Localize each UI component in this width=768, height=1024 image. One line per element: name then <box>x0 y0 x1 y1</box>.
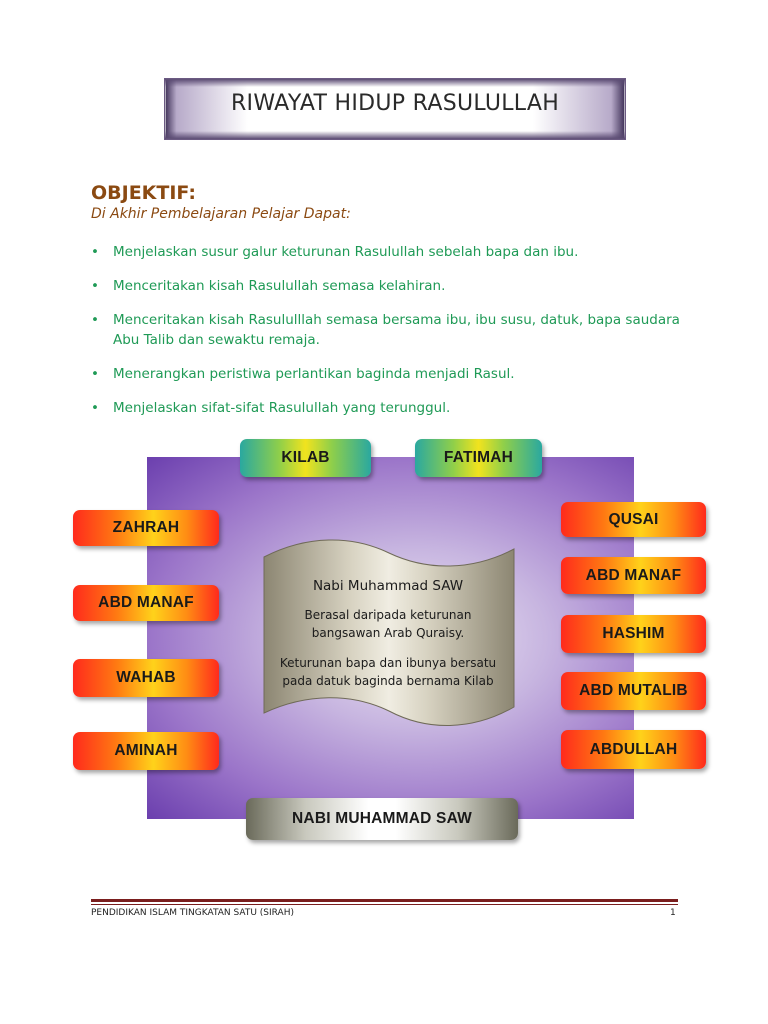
scroll-line-2a: Keturunan bapa dan ibunya bersatu <box>279 656 497 670</box>
box-qusai: QUSAI <box>561 502 706 537</box>
box-abdullah: ABDULLAH <box>561 730 706 769</box>
box-abd-manaf-left: ABD MANAF <box>73 585 219 621</box>
footer-divider <box>91 899 678 902</box>
scroll-title: Nabi Muhammad SAW <box>312 578 464 594</box>
objective-item-text: Menceritakan kisah Rasulullah semasa kelahiran. <box>113 278 446 294</box>
objective-item-text: Menjelaskan susur galur keturunan Rasulullah sebelah bapa dan ibu. <box>113 244 579 260</box>
objective-item <box>91 276 691 296</box>
box-kilab: KILAB <box>240 439 371 477</box>
box-abd-mutalib: ABD MUTALIB <box>561 672 706 710</box>
bullet-icon: • <box>91 366 99 382</box>
footer-divider-thin <box>91 904 678 905</box>
page-number: 1 <box>670 908 676 918</box>
objective-item-text: Menjelaskan sifat-sifat Rasulullah yang terunggul. <box>113 400 451 416</box>
objective-heading: OBJEKTIF: <box>91 182 196 204</box>
box-abd-manaf-right: ABD MANAF <box>561 557 706 594</box>
objective-item-text: Menceritakan kisah Rasululllah semasa bersama ibu, ibu susu, datuk, bapa saudara Abu Talib dan sewaktu remaja. <box>113 312 680 348</box>
scroll-line-1b: bangsawan Arab Quraisy. <box>311 626 465 640</box>
objective-item <box>91 398 691 418</box>
objective-item <box>91 310 691 350</box>
box-wahab: WAHAB <box>73 659 219 697</box>
bullet-icon: • <box>91 400 99 416</box>
box-zahrah: ZAHRAH <box>73 510 219 546</box>
box-aminah: AMINAH <box>73 732 219 770</box>
scroll-line-2b: pada datuk baginda bernama Kilab <box>282 674 494 688</box>
footer-text: PENDIDIKAN ISLAM TINGKATAN SATU (SIRAH) <box>91 908 294 918</box>
bullet-icon: • <box>91 244 99 260</box>
objective-item <box>91 242 691 262</box>
box-hashim: HASHIM <box>561 615 706 653</box>
objective-item-text: Menerangkan peristiwa perlantikan baginda menjadi Rasul. <box>113 366 515 382</box>
page-title: RIWAYAT HIDUP RASULULLAH <box>230 91 560 116</box>
box-nabi-muhammad: NABI MUHAMMAD SAW <box>246 798 518 840</box>
title-banner <box>164 78 626 140</box>
bullet-icon: • <box>91 278 99 294</box>
box-fatimah: FATIMAH <box>415 439 542 477</box>
objective-subheading: Di Akhir Pembelajaran Pelajar Dapat: <box>91 206 351 222</box>
scroll-line-1a: Berasal daripada keturunan <box>304 608 472 622</box>
bullet-icon: • <box>91 312 99 328</box>
objective-item <box>91 364 691 384</box>
objective-list <box>91 242 691 432</box>
